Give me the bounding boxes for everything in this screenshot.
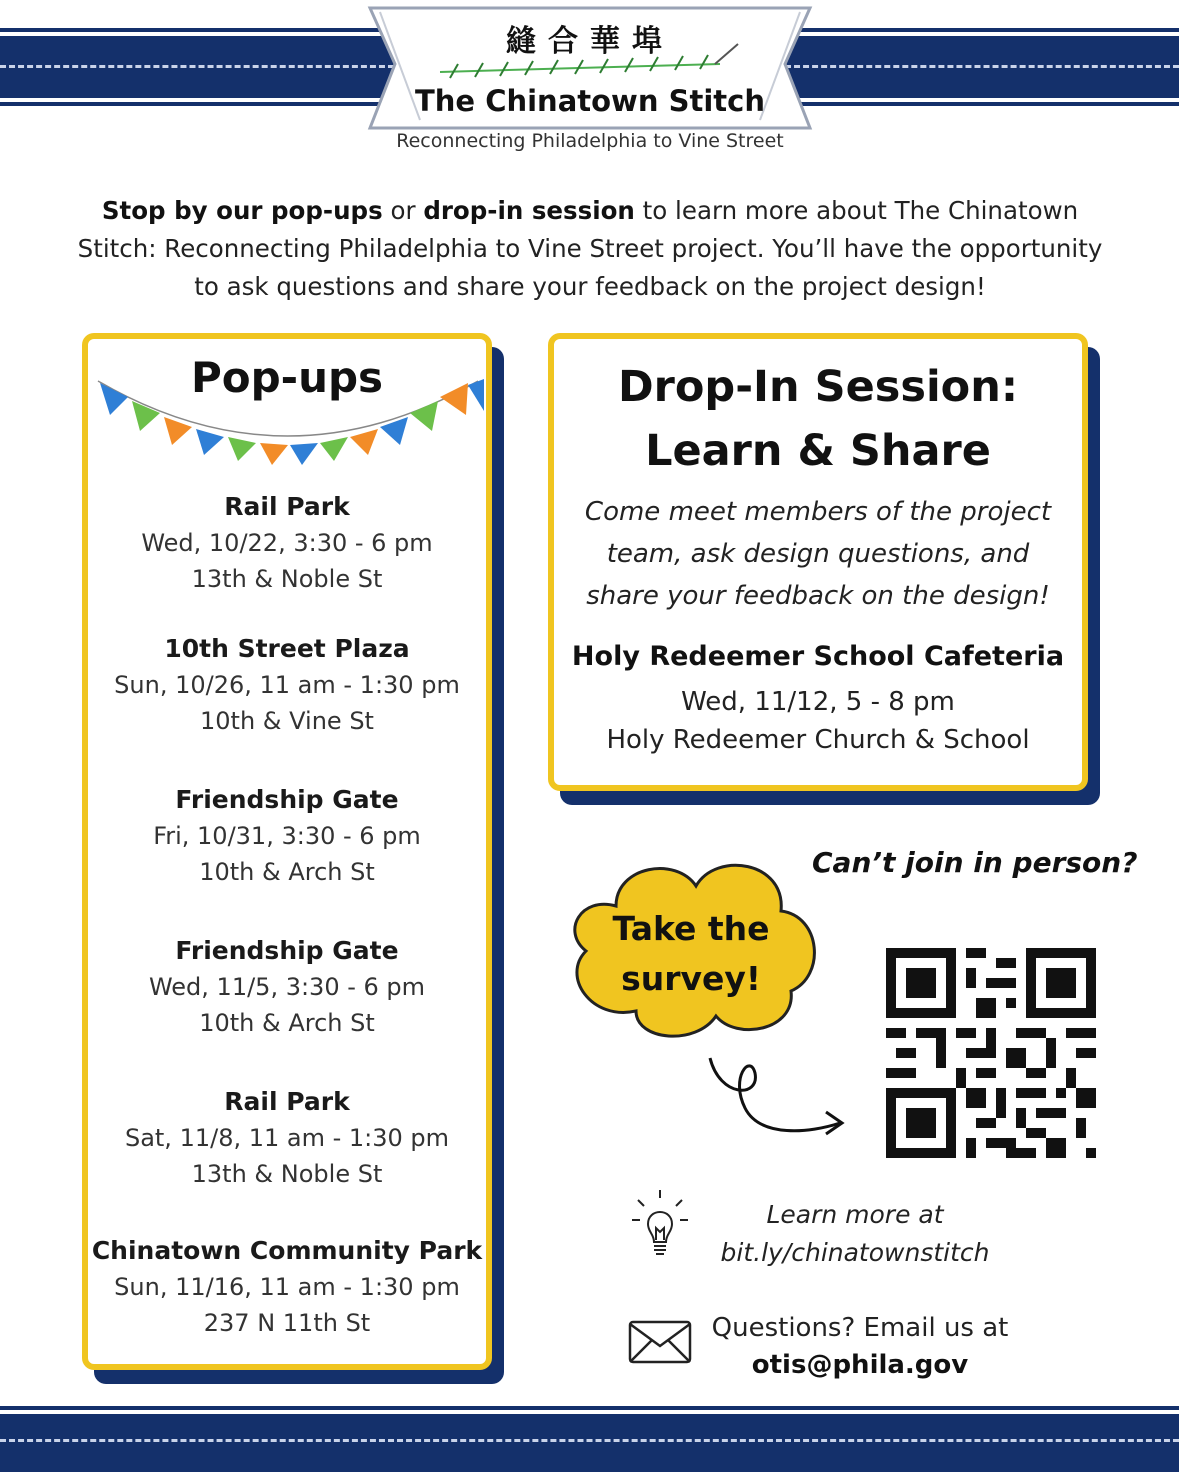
stitch-line [0, 1439, 1179, 1442]
dropin-title-line1: Drop-In Session: [617, 362, 1019, 412]
dropin-description [574, 491, 1062, 617]
dropin-venue: Holy Redeemer School Cafeteria [571, 641, 1065, 672]
event-time: Wed, 11/5, 3:30 - 6 pm [148, 973, 426, 1001]
dropin-desc-line1: Come meet members of the project [584, 497, 1052, 527]
logo [360, 0, 820, 160]
dropin-place: Holy Redeemer Church & School [606, 725, 1030, 755]
event-name: Rail Park [224, 1087, 350, 1116]
envelope-icon [628, 1318, 692, 1366]
questions-text: Questions? Email us at [711, 1313, 1009, 1343]
dropin-desc-line2: team, ask design questions, and [606, 539, 1030, 569]
event-name: Chinatown Community Park [91, 1236, 483, 1265]
popup-event [88, 489, 486, 597]
footer-band [0, 1406, 1179, 1472]
event-place: 10th & Vine St [200, 707, 374, 735]
dropin-title [554, 355, 1082, 483]
dropin-desc-line3: share your feedback on the design! [586, 581, 1050, 611]
event-place: 13th & Noble St [191, 565, 383, 593]
logo-title: The Chinatown Stitch [415, 84, 765, 118]
cant-join-heading: Can’t join in person? [812, 846, 1138, 879]
event-name: Friendship Gate [175, 785, 399, 814]
event-place: 10th & Arch St [199, 858, 375, 886]
event-name: Rail Park [224, 492, 350, 521]
popups-title: Pop-ups [190, 353, 384, 402]
event-place: 10th & Arch St [199, 1009, 375, 1037]
popup-event [88, 631, 486, 739]
dropin-card [548, 333, 1088, 791]
intro-bold-dropin: drop-in session [423, 196, 635, 225]
qr-code[interactable] [886, 948, 1096, 1158]
popup-event [88, 933, 486, 1041]
survey-line1: Take the [612, 909, 770, 948]
intro-bold-popups: Stop by our pop-ups [101, 196, 383, 225]
lightbulb-icon [630, 1188, 690, 1260]
logo-subtitle: Reconnecting Philadelphia to Vine Street [396, 130, 784, 152]
event-place: 13th & Noble St [191, 1160, 383, 1188]
learn-more-link[interactable]: bit.ly/chinatownstitch [720, 1238, 990, 1267]
intro-text-1: or [382, 196, 424, 225]
logo-chinese: 縫合華埠 [506, 24, 674, 59]
event-name: Friendship Gate [175, 936, 399, 965]
intro-text-2: to learn more about The Chinatown Stitch: Reconnecting Philadelphia to Vine Street project. You’ll have the opportunity to ask questions and share your feedback on the project design! [77, 196, 1103, 301]
event-time: Fri, 10/31, 3:30 - 6 pm [153, 822, 421, 850]
event-place: 237 N 11th St [203, 1309, 371, 1337]
event-time: Sun, 10/26, 11 am - 1:30 pm [114, 671, 460, 699]
intro-text [70, 192, 1110, 306]
event-time: Sun, 11/16, 11 am - 1:30 pm [114, 1273, 460, 1301]
popup-event [88, 782, 486, 890]
popup-event [88, 1084, 486, 1192]
event-time: Wed, 10/22, 3:30 - 6 pm [141, 529, 433, 557]
popups-card [82, 333, 492, 1370]
event-time: Sat, 11/8, 11 am - 1:30 pm [124, 1124, 450, 1152]
curved-arrow-icon [700, 1048, 850, 1148]
dropin-time: Wed, 11/12, 5 - 8 pm [681, 687, 955, 717]
learn-more-text: Learn more at [766, 1200, 944, 1229]
bunting-icon [88, 371, 486, 481]
dropin-title-line2: Learn & Share [645, 426, 991, 476]
event-name: 10th Street Plaza [164, 634, 410, 663]
popup-event [88, 1233, 486, 1341]
survey-line2: survey! [621, 959, 761, 998]
email-link[interactable]: otis@phila.gov [751, 1350, 969, 1380]
survey-cloud-text[interactable] [566, 904, 816, 1004]
